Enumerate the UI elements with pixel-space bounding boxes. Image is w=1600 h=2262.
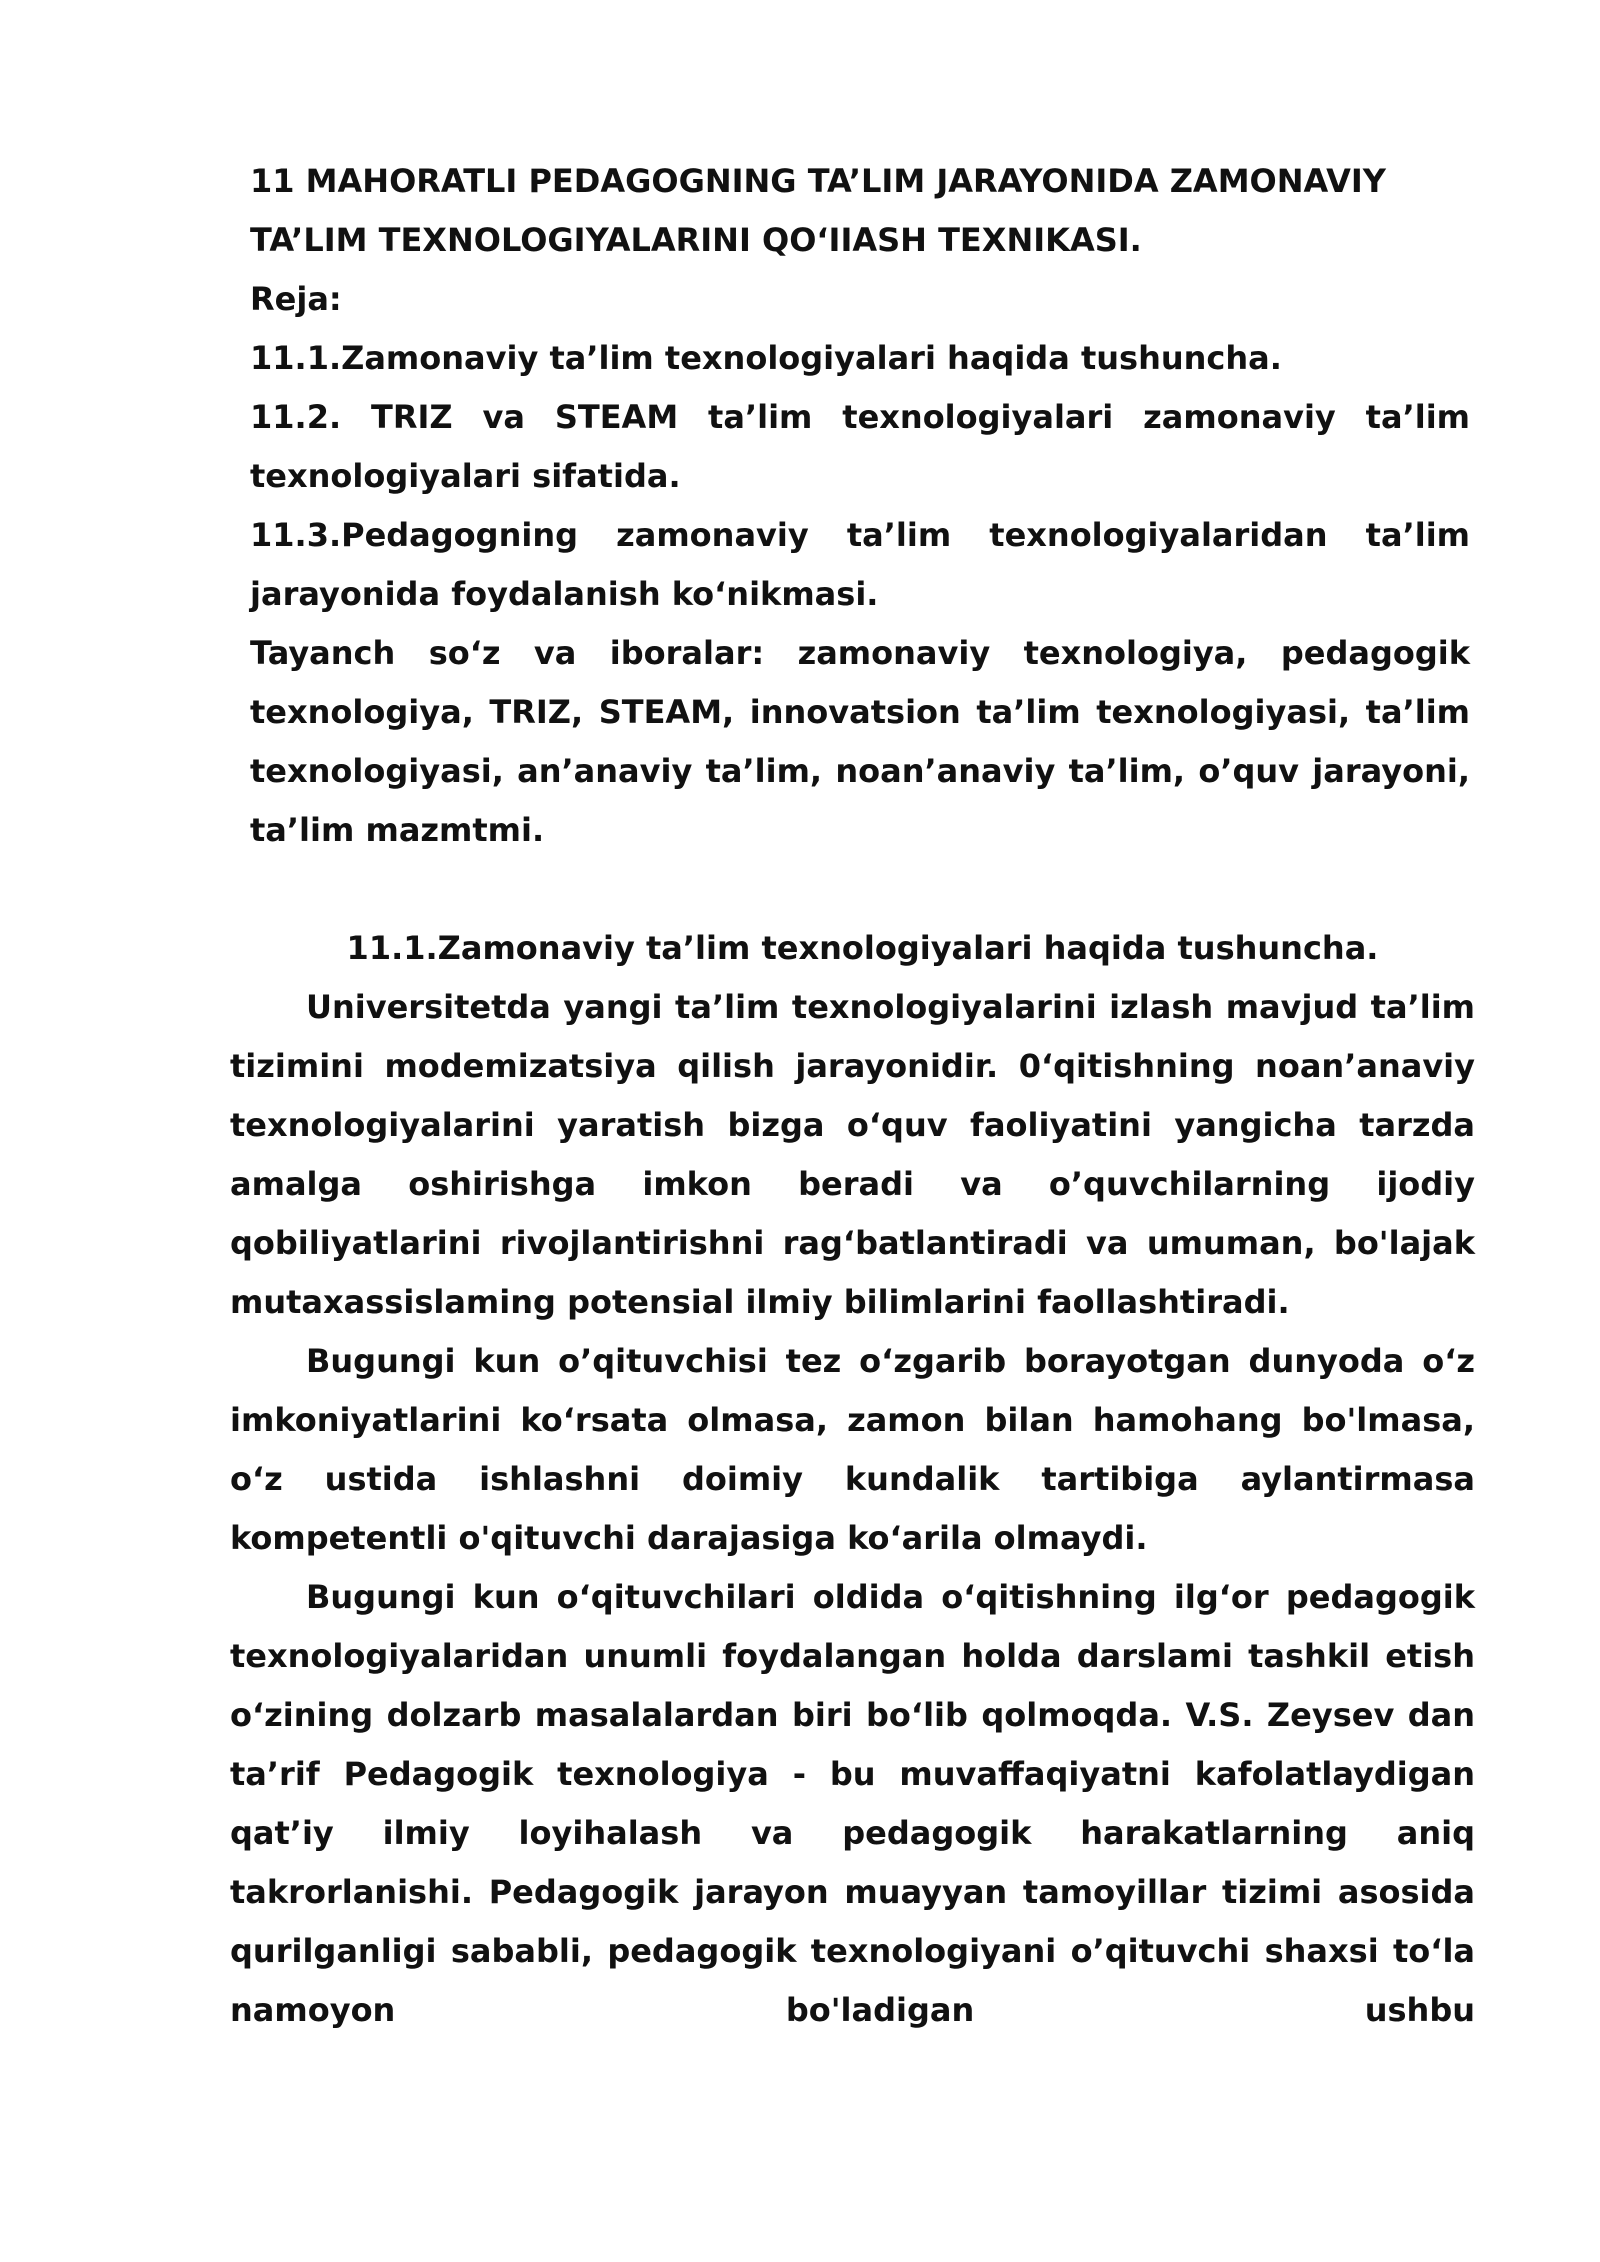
body-paragraph-1: Universitetda yangi ta’lim texnologiyalarini izlash mavjud ta’lim tizimini modemizatsiya qilish jarayonidir. 0‘qitishning noan’anaviy texnologiyalarini yaratish bizga o‘quv faoliyatini yangicha tarzda amalga oshirishga imkon beradi va o’quvchilarning ijodiy qobiliyatlarini rivojlantirishni rag‘batlantiradi va umuman, bo'lajak mutaxassislaming potensial ilmiy bilimlarini faollashtiradi. [230,988,1475,1321]
section-heading: 11.1.Zamonaviy ta’lim texnologiyalari haqida tushuncha. [346,929,1379,967]
plan-label: Reja: [250,280,342,318]
plan-item-1: 11.1.Zamonaviy ta’lim texnologiyalari haqida tushuncha. [250,339,1282,377]
header-block [230,152,1470,860]
document-title-line-2: TA’LIM TEXNOLOGIYALARINI QO‘IIASH TEXNIKASI. [250,221,1142,259]
plan-item-3: 11.3.Pedagogning zamonaviy ta’lim texnologiyalaridan ta’lim jarayonida foydalanish ko‘nikmasi. [250,516,1470,613]
document-content [230,152,1475,2040]
body-text [230,978,1475,2040]
plan-item-2: 11.2. TRIZ va STEAM ta’lim texnologiyalari zamonaviy ta’lim texnologiyalari sifatida. [250,398,1470,495]
keywords-paragraph: Tayanch so‘z va iboralar: zamonaviy texnologiya, pedagogik texnologiya, TRIZ, STEAM, innovatsion ta’lim texnologiyasi, ta’lim texnologiyasi, an’anaviy ta’lim, noan’anaviy ta’lim, o’quv jarayoni, ta’lim mazmtmi. [250,634,1470,849]
body-paragraph-3: Bugungi kun o‘qituvchilari oldida o‘qitishning ilg‘or pedagogik texnologiyalaridan unumli foydalangan holda darslami tashkil etish o‘zining dolzarb masalalardan biri bo‘lib qolmoqda. V.S. Zeysev dan ta’rif Pedagogik texnologiya - bu muvaffaqiyatni kafolatlaydigan qat’iy ilmiy loyihalash va pedagogik harakatlarning aniq takrorlanishi. Pedagogik jarayon muayyan tamoyillar tizimi asosida qurilganligi sababli, pedagogik texnologiyani o’qituvchi shaxsi to‘la namoyon bo'ladigan ushbu [230,1578,1475,2029]
body-paragraph-2: Bugungi kun o’qituvchisi tez o‘zgarib borayotgan dunyoda o‘z imkoniyatlarini ko‘rsata olmasa, zamon bilan hamohang bo'lmasa, o‘z ustida ishlashni doimiy kundalik tartibiga aylantirmasa kompetentli o'qituvchi darajasiga ko‘arila olmaydi. [230,1342,1475,1557]
document-title-line-1: 11 MAHORATLI PEDAGOGNING TA’LIM JARAYONIDA ZAMONAVIY [250,162,1386,200]
